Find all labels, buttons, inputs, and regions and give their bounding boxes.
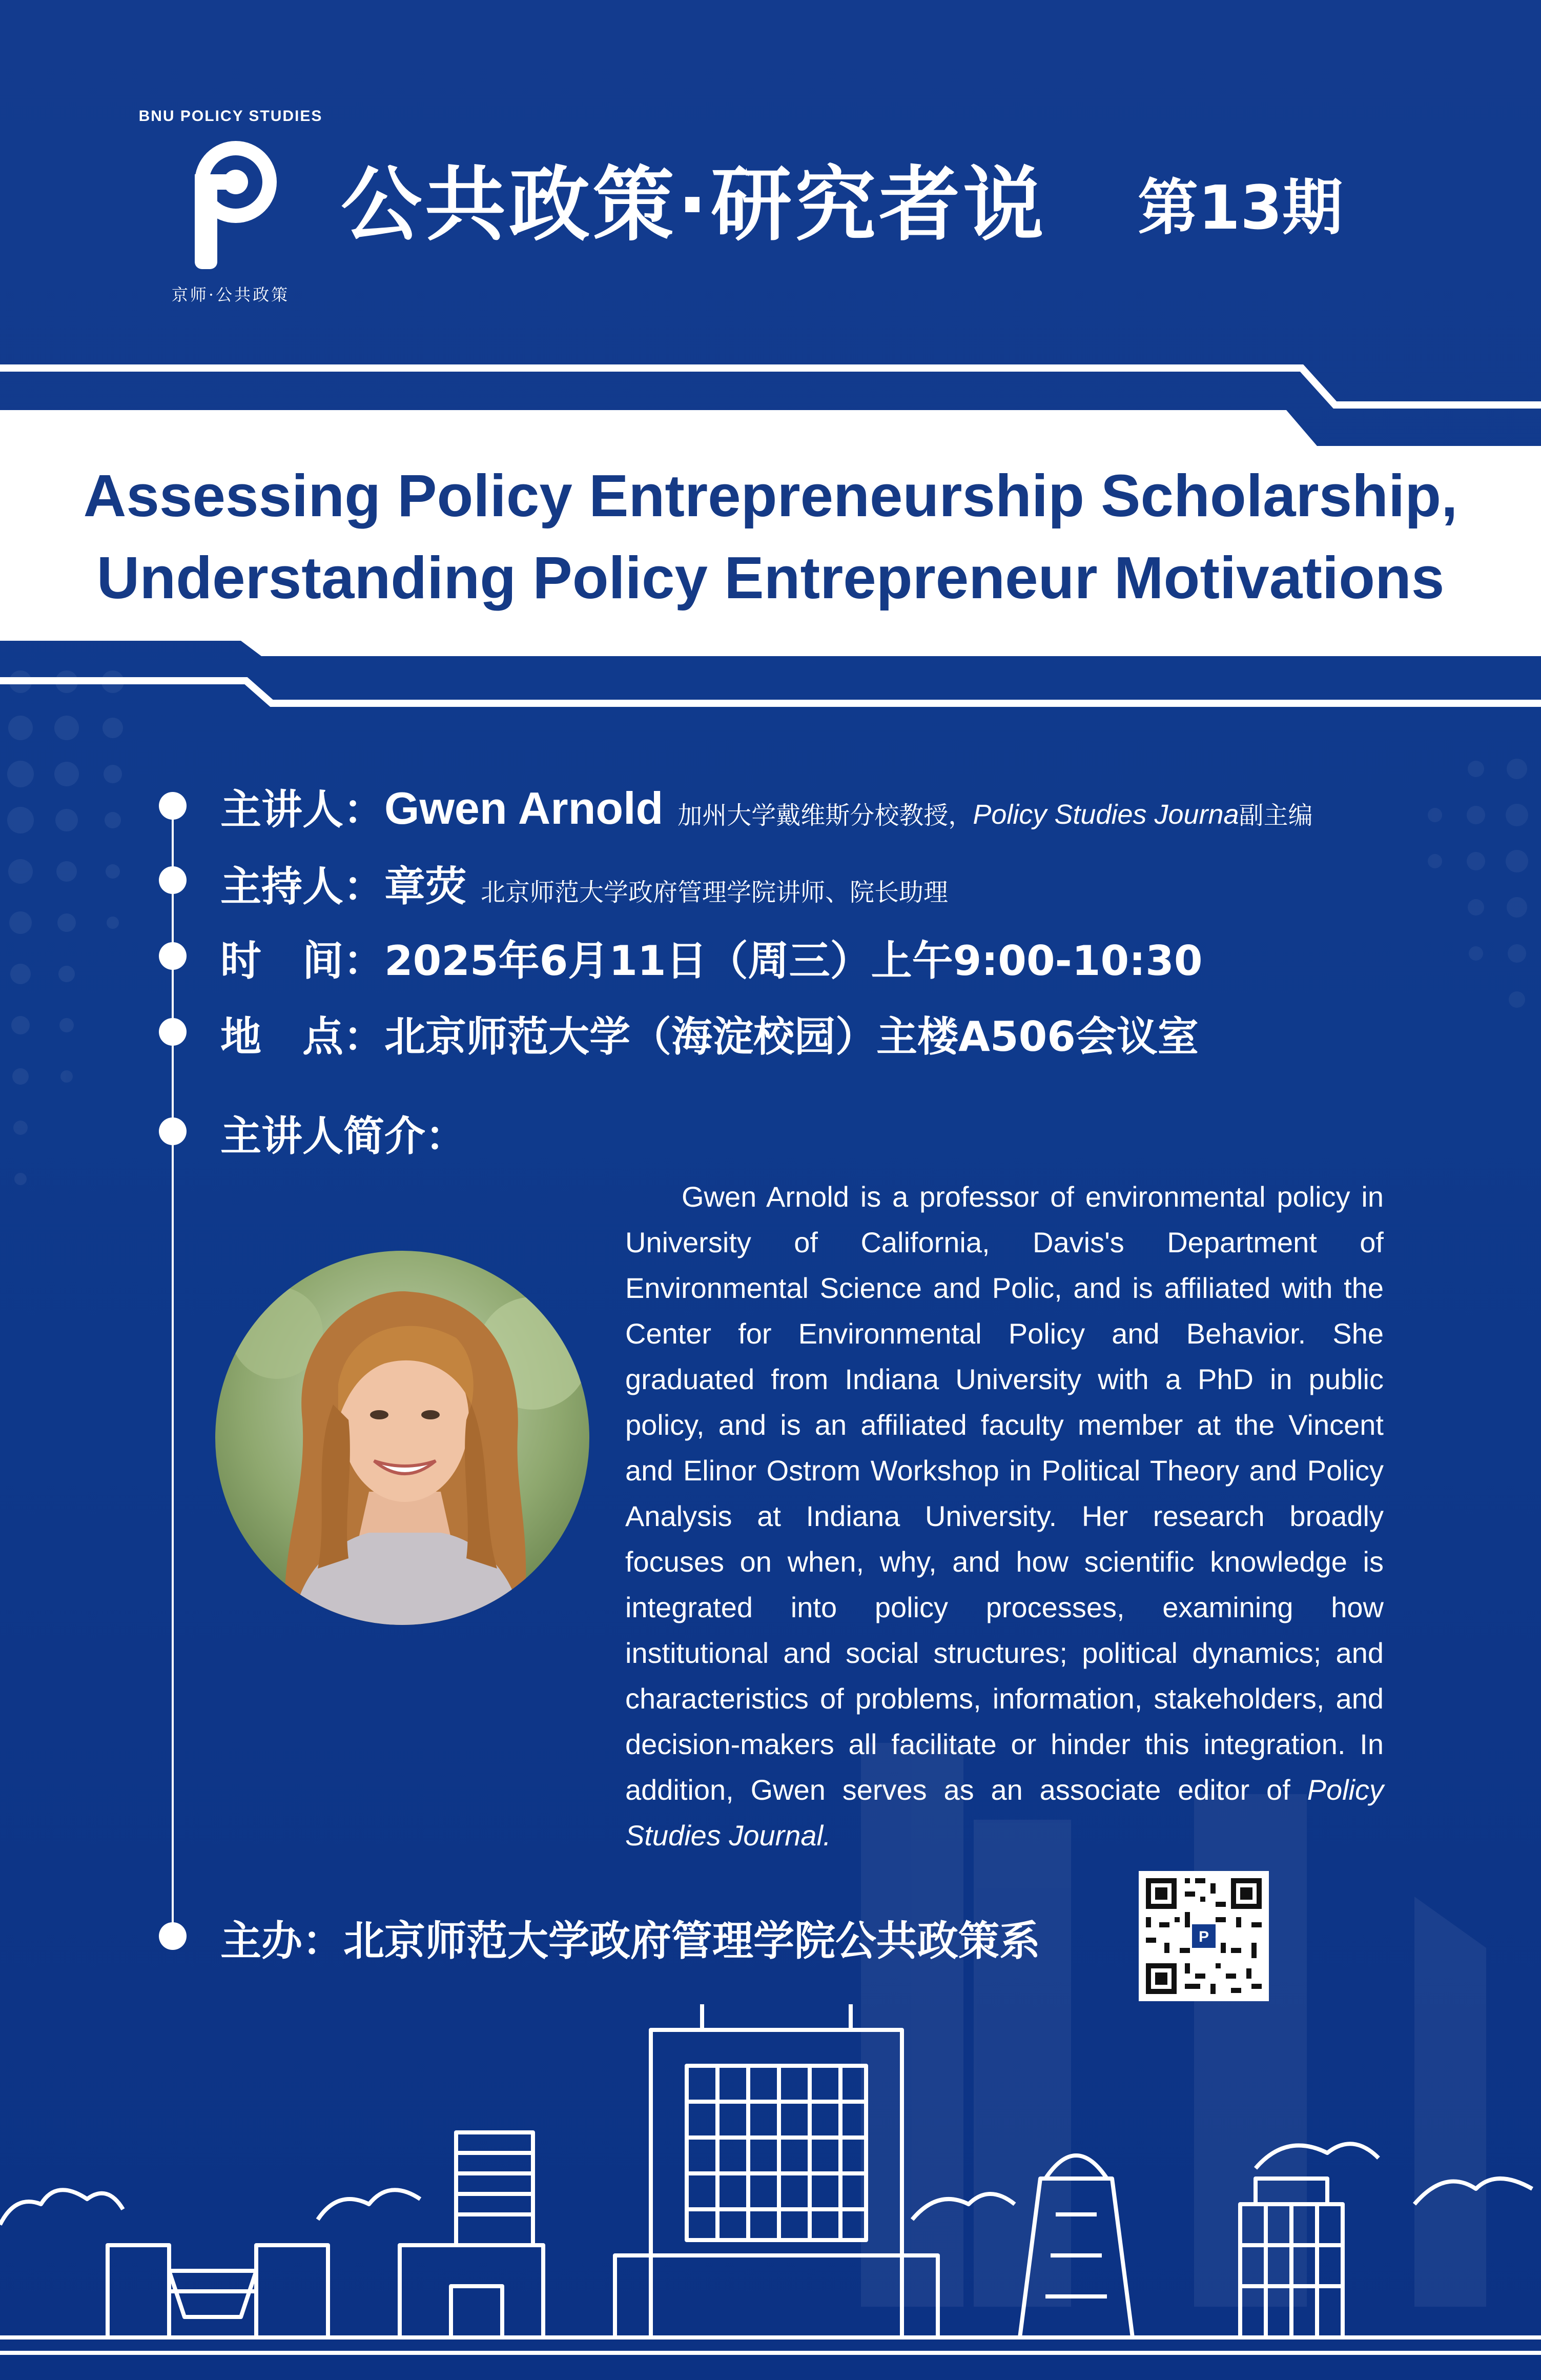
timeline-dot: [159, 1922, 187, 1950]
organizer-row: [220, 1908, 1040, 1967]
time-label: 时 间：: [220, 937, 384, 985]
speaker-role: 副主编: [1239, 801, 1313, 830]
speaker-label: 主讲人：: [220, 786, 384, 833]
logo-arc-text: BNU POLICY STUDIES: [138, 108, 323, 125]
time-value: 2025年6月11日（周三）上午9:00-10:30: [384, 937, 1203, 985]
place-value: 北京师范大学（海淀校园）主楼A506会议室: [384, 1013, 1199, 1061]
issue-number: 第13期: [1138, 172, 1343, 243]
campus-skyline-illustration: [0, 1999, 1541, 2380]
organizer-value: 北京师范大学政府管理学院公共政策系: [343, 1917, 1040, 1965]
dot-pattern: [7, 670, 124, 1185]
timeline-dot: [159, 1018, 187, 1046]
speaker-affiliation: 加州大学戴维斯分校教授，: [677, 801, 973, 830]
host-row: [220, 853, 948, 912]
qr-code-image: [1139, 1871, 1269, 2001]
bio-heading-row: [220, 1103, 466, 1162]
talk-title-line-1: Assessing Policy Entrepreneurship Scholarship,: [83, 462, 1458, 529]
series-title: 公共政策·研究者说: [341, 158, 1047, 252]
timeline-dot: [159, 1117, 187, 1145]
host-name: 章荧: [384, 863, 466, 910]
bio-label: 主讲人简介：: [220, 1112, 466, 1160]
host-affiliation: 北京师范大学政府管理学院讲师、院长助理: [481, 878, 949, 907]
place-row: [220, 1004, 1199, 1063]
speaker-bio: [625, 1174, 1384, 1858]
talk-title-line-2: Understanding Policy Entrepreneur Motivations: [96, 544, 1445, 611]
title-band-shape: [0, 368, 1541, 703]
logo-subtitle: 京师·公共政策: [171, 285, 290, 304]
timeline-dot: [159, 866, 187, 894]
host-label: 主持人：: [220, 863, 384, 910]
time-row: [220, 928, 1202, 987]
qr-code[interactable]: [1139, 1871, 1269, 2001]
speaker-bio-journal: Policy Studies Journal.: [625, 1774, 1384, 1852]
speaker-row: [220, 777, 1313, 836]
svg-text:P: P: [1198, 1928, 1209, 1945]
timeline-line: [172, 800, 174, 1938]
logo-p-icon: [179, 133, 282, 272]
timeline-dot: [159, 792, 187, 820]
speaker-portrait-image: [215, 1251, 589, 1625]
bnu-policy-studies-logo: [123, 92, 338, 318]
timeline-dot: [159, 942, 187, 970]
organizer-label: 主办：: [220, 1917, 343, 1965]
place-label: 地 点：: [220, 1013, 384, 1061]
speaker-bio-text: Gwen Arnold is a professor of environmental policy in University of California, Davis's Department of Environmental Science and Polic, and is affiliated with the Center for Environmental Policy and Behavior. She graduated from Indiana University with a PhD in public policy, and is an affiliated faculty member at the Vincent and Elinor Ostrom Workshop in Political Theory and Policy Analysis at Indiana University. Her research broadly focuses on when, why, and how scientific knowledge is integrated into policy processes, examining how institutional and social structures; political dynamics; and characteristics of problems, information, stakeholders, and decision-makers all facilitate or hinder this integration. In addition, Gwen serves as an associate editor of: [625, 1181, 1384, 1806]
speaker-photo: [215, 1251, 589, 1625]
speaker-journal: Policy Studies Journa: [973, 799, 1239, 830]
dot-pattern-right: [1428, 759, 1528, 1008]
speaker-name: Gwen Arnold: [384, 783, 664, 833]
